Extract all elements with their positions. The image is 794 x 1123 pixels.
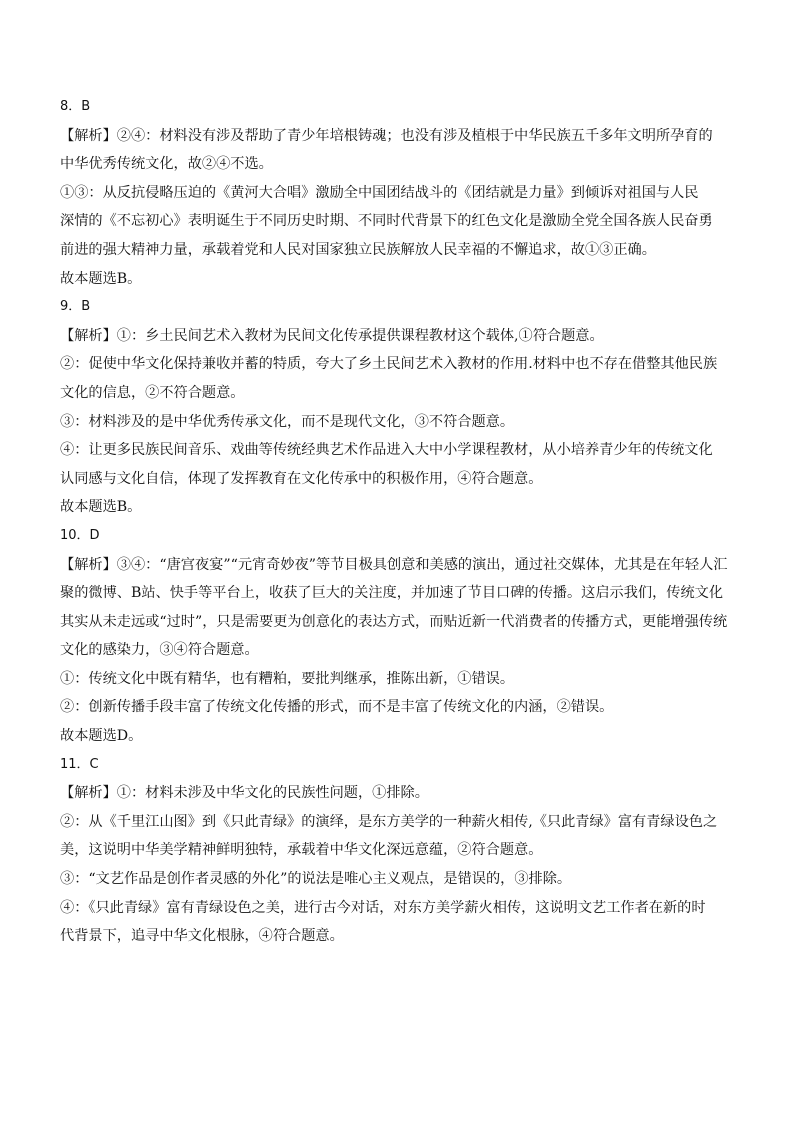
- q9-analysis-line-4: ③：材料涉及的是中华优秀传承文化，而不是现代文化，③不符合题意。: [60, 413, 515, 430]
- q8-analysis-line-1: 【解析】②④：材料没有涉及帮助了青少年培根铸魂；也没有涉及植根于中华民族五千多年文明所孕育的: [60, 127, 713, 144]
- q8-analysis-line-3: ①③：从反抗侵略压迫的《黄河大合唱》激励全中国团结战斗的《团结就是力量》到倾诉对祖国与人民: [60, 184, 699, 201]
- q8-analysis-line-5: 前进的强大精神力量，承载着党和人民对国家独立民族解放人民幸福的不懈追求，故①③正确。: [60, 241, 656, 258]
- q9-analysis-line-3: 文化的信息，②不符合题意。: [60, 384, 245, 401]
- q10-analysis-line-3: 其实从未走远或“过时”，只是需要更为创意化的表达方式，而贴近新一代消费者的传播方式，更能增强传统: [60, 613, 728, 630]
- q10-analysis-line-1: 【解析】③④：“唐宫夜宴”“元宵奇妙夜”等节目极具创意和美感的演出，通过社交媒体，尤其是在年轻人汇: [60, 556, 728, 573]
- q9-analysis-line-2: ②：促使中华文化保持兼收并蓄的特质，夸大了乡土民间艺术入教材的作用.材料中也不存在借整其他民族: [60, 356, 718, 373]
- q10-analysis-line-5: ①：传统文化中既有精华，也有糟粕，要批判继承，推陈出新，①错误。: [60, 670, 515, 687]
- q10-analysis-line-4: 文化的感染力，③④符合题意。: [60, 642, 259, 659]
- q9-analysis-line-5: ④：让更多民族民间音乐、戏曲等传统经典艺术作品进入大中小学课程教材，从小培养青少年的传统文化: [60, 442, 713, 459]
- q10-conclusion: 故本题选D。: [60, 728, 143, 745]
- question-11-answer: 11．C: [60, 756, 99, 772]
- q8-analysis-line-2: 中华优秀传统文化，故②④不选。: [60, 156, 273, 173]
- q11-analysis-line-6: 代背景下，追寻中华文化根脉，④符合题意。: [60, 928, 344, 945]
- q11-analysis-line-3: 美，这说明中华美学精神鲜明独特，承载着中华文化深远意蕴，②符合题意。: [60, 842, 543, 859]
- q11-analysis-line-5: ④：《只此青绿》富有青绿设色之美，进行古今对话，对东方美学薪火相传，这说明文艺工作者在新的时: [60, 899, 706, 916]
- q9-analysis-line-6: 认同感与文化自信，体现了发挥教育在文化传承中的积极作用，④符合题意。: [60, 470, 543, 487]
- q11-analysis-line-1: 【解析】①：材料未涉及中华文化的民族性问题，①排除。: [60, 785, 429, 802]
- q10-analysis-line-2: 聚的微博、B站、快手等平台上，收获了巨大的关注度，并加速了节目口碑的传播。这启示我们，传统文化: [60, 585, 724, 602]
- q8-conclusion: 故本题选B。: [60, 270, 142, 287]
- question-10-answer: 10．D: [60, 527, 100, 543]
- q11-analysis-line-2: ②：从《千里江山图》到《只此青绿》的演绎，是东方美学的一种薪火相传,《只此青绿》富有青绿设色之: [60, 813, 718, 830]
- q11-analysis-line-4: ③：“文艺作品是创作者灵感的外化”的说法是唯心主义观点，是错误的，③排除。: [60, 871, 572, 888]
- q9-conclusion: 故本题选B。: [60, 499, 142, 516]
- q9-analysis-line-1: 【解析】①：乡土民间艺术入教材为民间文化传承提供课程教材这个载体,①符合题意。: [60, 327, 604, 344]
- q10-analysis-line-6: ②：创新传播手段丰富了传统文化传播的形式，而不是丰富了传统文化的内涵，②错误。: [60, 699, 614, 716]
- question-9-answer: 9．B: [60, 299, 91, 315]
- q8-analysis-line-4: 深情的《不忘初心》表明诞生于不同历史时期、不同时代背景下的红色文化是激励全党全国各族人民奋勇: [60, 213, 713, 230]
- question-8-answer: 8．B: [60, 99, 91, 114]
- answer-explanations: [60, 97, 736, 955]
